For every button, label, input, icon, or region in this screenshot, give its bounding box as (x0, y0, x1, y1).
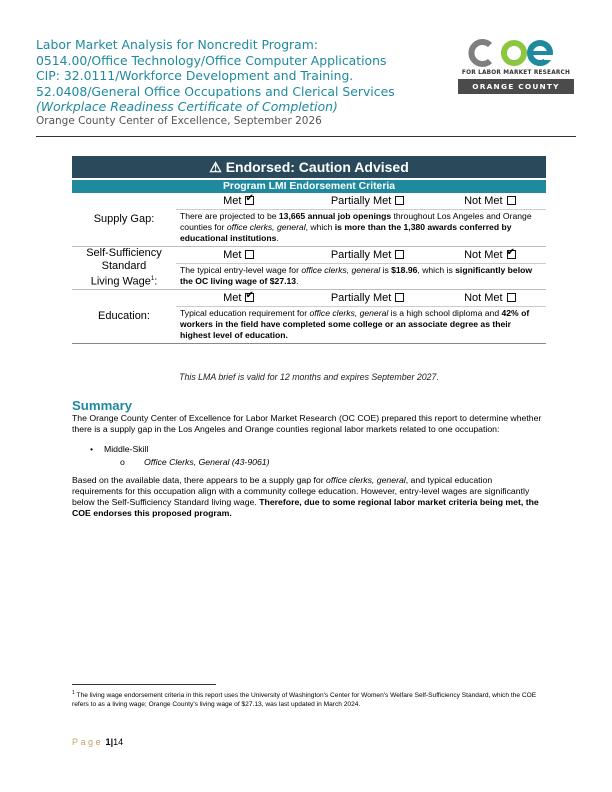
criteria-description: Typical education requirement for office clerks, general is a high school diploma and 42% of workers in the field have completed some college or an associate degree as their highest level of education. (180, 308, 530, 340)
summary-heading: Summary (72, 398, 133, 413)
page-number: Page 1|14 (72, 737, 124, 747)
checked-box-icon (507, 250, 516, 259)
summary-conclusion: Based on the available data, there appears to be a supply gap for office clerks, general, and typical education requirements for this occupation align with a community college education. However, entry-level wages are significantly below the Self-Sufficiency Standard living wage. Therefore, due to some regional labor market criteria being met, the COE endorses this proposed program. (72, 475, 539, 518)
status-options (176, 290, 546, 307)
empty-box-icon (395, 196, 404, 205)
coe-logo (458, 38, 574, 94)
row-label: Self-Sufficiency Standard Living Wage$^1$: (86, 247, 162, 288)
criteria-description: The typical entry-level wage for office clerks, general is $18.96, which is significantly below the OC living wage of $27.13. (180, 265, 533, 286)
warning-triangle-icon: ⚠ (209, 159, 222, 175)
occupation-list (72, 443, 542, 469)
status-partially-met: Partially Met (302, 290, 434, 306)
title-certificate: (Workplace Readiness Certificate of Completion) (36, 99, 338, 114)
row-label: Education: (98, 310, 150, 322)
summary-section (72, 398, 542, 519)
status-partially-met: Partially Met (302, 247, 434, 263)
checked-box-icon (245, 293, 254, 302)
title-line-1: Labor Market Analysis for Noncredit Program: (36, 37, 318, 52)
title-line-2: 0514.00/Office Technology/Office Computer Applications (36, 52, 387, 68)
endorsement-status: Endorsed: Caution Advised (225, 159, 409, 175)
empty-box-icon (507, 293, 516, 302)
title-line-3: CIP: 32.0111/Workforce Development and Training. (36, 68, 354, 83)
status-met: Met✔ (176, 290, 302, 306)
status-met: Met✔ (176, 193, 302, 209)
criteria-header: Program LMI Endorsement Criteria (72, 178, 546, 193)
status-met: Met (176, 247, 302, 263)
status-not-met: Not Met (434, 193, 546, 209)
criteria-row-education (72, 290, 546, 344)
criteria-row-supply-gap (72, 193, 546, 247)
row-label: Supply Gap: (93, 213, 155, 225)
criteria-row-living-wage (72, 247, 546, 290)
empty-box-icon (395, 293, 404, 302)
endorsement-table (72, 156, 546, 344)
list-item: • Middle-Skill (90, 443, 542, 456)
footnote-ref: 1 (150, 276, 155, 283)
validity-note: This LMA brief is valid for 12 months and expires September 2027. (179, 372, 439, 382)
header-divider (36, 136, 576, 137)
footnote-divider (72, 684, 216, 685)
summary-intro: The Orange County Center of Excellence for Labor Market Research (OC COE) prepared this report to determine whether there is a supply gap in the Los Angeles and Orange counties regional labor markets related to one occupation: (72, 413, 542, 434)
endorsement-banner (72, 156, 546, 178)
coe-logo-mark (458, 38, 574, 68)
list-item: o Office Clerks, General (43-9061) (120, 456, 542, 469)
checked-box-icon (245, 196, 254, 205)
logo-tagline: FOR LABOR MARKET RESEARCH (461, 70, 571, 76)
criteria-description: There are projected to be 13,665 annual job openings throughout Los Angeles and Orange counties for office clerks, general, which is more than the 1,380 awards conferred by educational institutions. (180, 211, 532, 243)
status-options (176, 193, 546, 210)
logo-county-bar: ORANGE COUNTY (458, 79, 574, 94)
status-not-met: Not Met✔ (434, 247, 546, 263)
status-options (176, 247, 546, 264)
status-partially-met: Partially Met (302, 193, 434, 209)
report-subtitle: Orange County Center of Excellence, September 2026 (36, 114, 322, 127)
empty-box-icon (245, 250, 254, 259)
empty-box-icon (395, 250, 404, 259)
title-line-4: 52.0408/General Office Occupations and Clerical Services (36, 83, 395, 99)
footnote: $^1$ The living wage endorsement criteria in this report uses the University of Washington's Center for Women's Welfare Self-Sufficiency Standard, which the COE refers to as a living wage; Orange County's living wage of $27.13, was last updated in March 2024. (72, 690, 537, 709)
empty-box-icon (507, 196, 516, 205)
status-not-met: Not Met (434, 290, 546, 306)
